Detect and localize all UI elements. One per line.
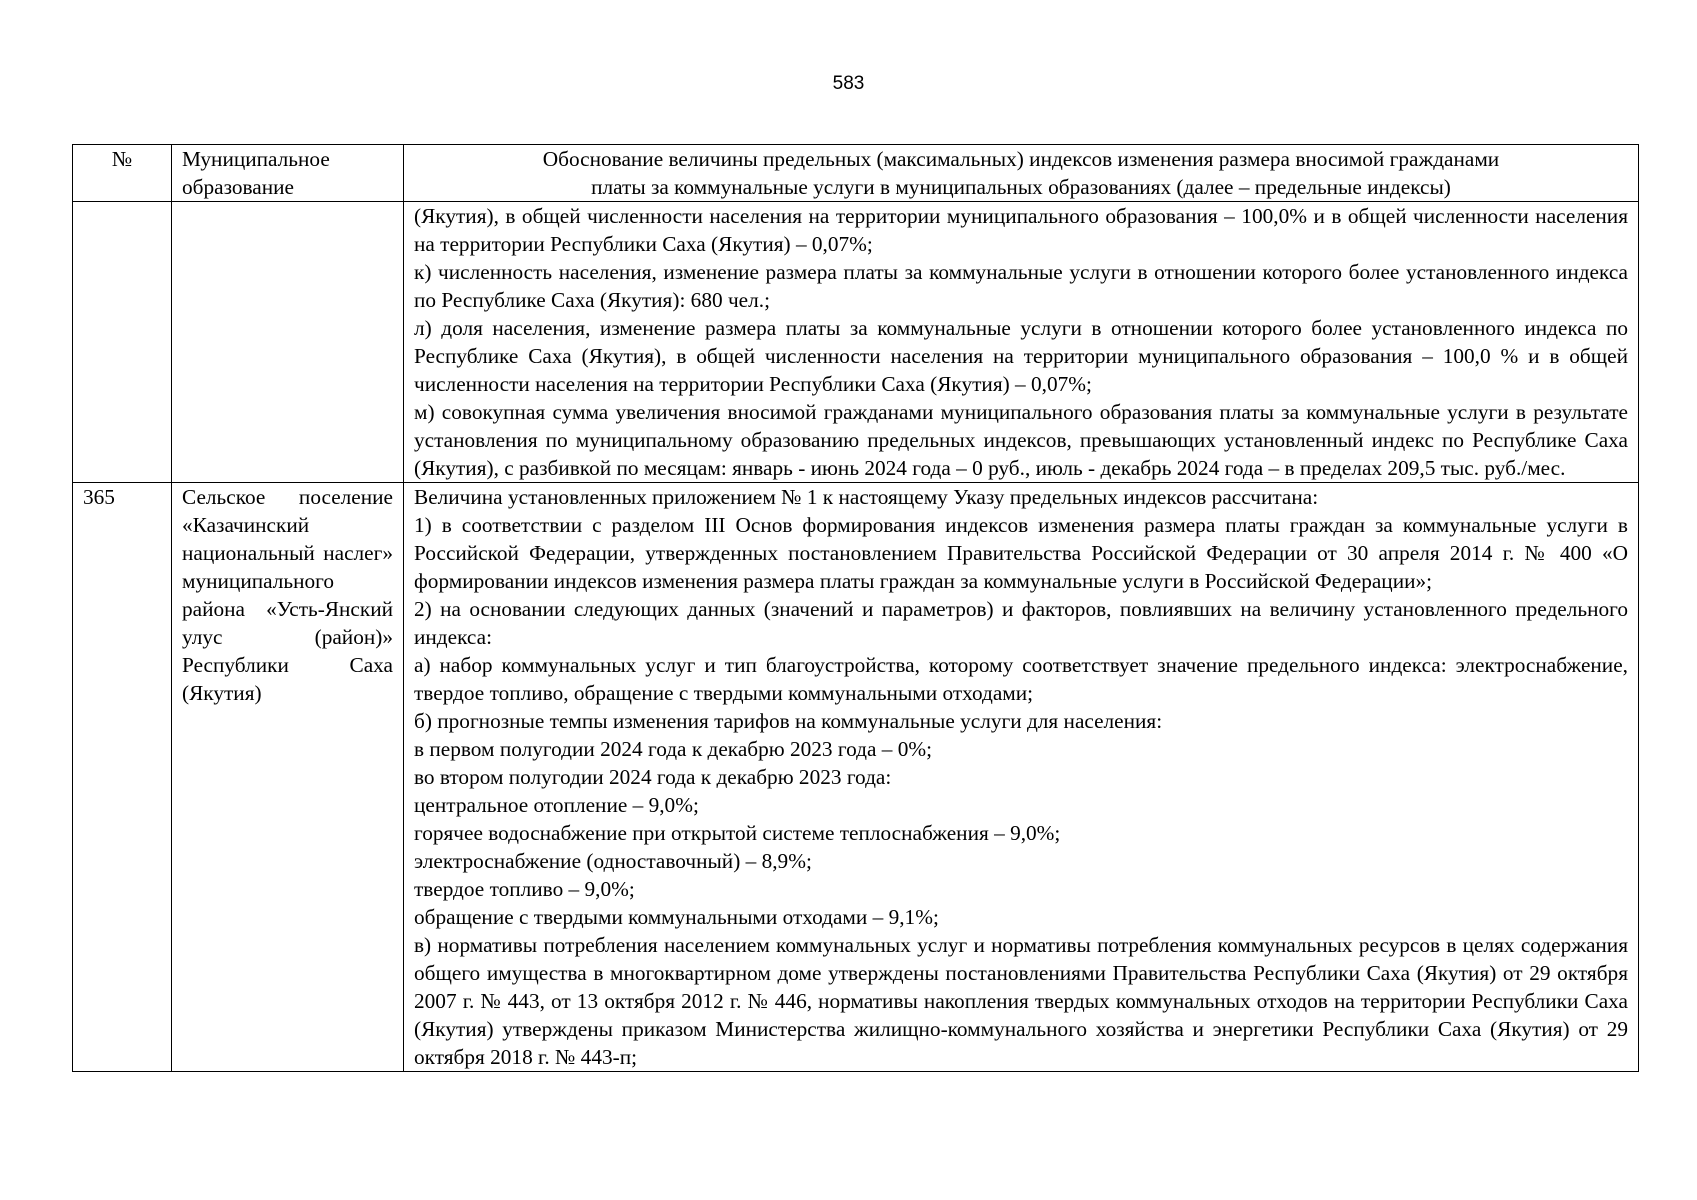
cell-municipality-empty xyxy=(172,202,404,483)
cell-justification-365 xyxy=(404,483,1639,1072)
paragraph-v: в) нормативы потребления населением коммунальных услуг и нормативы потребления коммунальных ресурсов в целях содержания общего имущества в многоквартирном доме утверждены постановлениями Правительства Республики Саха (Якутия) от 29 октября 2007 г. № 443, от 13 октября 2012 г. № 446, нормативы накопления твердых коммунальных отходов на территории Республики Саха (Якутия) утверждены приказом Министерства жилищно-коммунального хозяйства и энергетики Республики Саха (Якутия) от 29 октября 2018 г. № 443-п; xyxy=(414,933,1628,1069)
header-municipality: Муниципальное образование xyxy=(172,145,404,202)
paragraph-waste: обращение с твердыми коммунальными отходами – 9,1%; xyxy=(414,905,939,929)
paragraph-intro: Величина установленных приложением № 1 к настоящему Указу предельных индексов рассчитана: xyxy=(414,485,1319,509)
paragraph-m: м) совокупная сумма увеличения вносимой гражданами муниципального образования платы за коммунальные услуги в результате установления по муниципальному образованию предельных индексов, превышающих установленный индекс по Республике Саха (Якутия), с разбивкой по месяцам: январь - июнь 2024 года – 0 руб., июль - декабрь 2024 года – в пределах 209,5 тыс. руб./мес. xyxy=(414,400,1628,480)
paragraph-heating: центральное отопление – 9,0%; xyxy=(414,793,699,817)
indices-justification-table xyxy=(72,144,1639,1072)
table-row-continued xyxy=(73,202,1639,483)
paragraph-electricity: электроснабжение (одноставочный) – 8,9%; xyxy=(414,849,812,873)
header-number: № xyxy=(73,145,172,202)
header-justification-line-2: платы за коммунальные услуги в муниципальных образованиях (далее – предельные индексы) xyxy=(591,175,1451,199)
paragraph-share-population: (Якутия), в общей численности населения на территории муниципального образования – 100,0% и в общей численности населения на территории Республики Саха (Якутия) – 0,07%; xyxy=(414,204,1628,256)
cell-number-365: 365 xyxy=(73,483,172,1072)
cell-number-empty xyxy=(73,202,172,483)
paragraph-a: а) набор коммунальных услуг и тип благоустройства, которому соответствует значение предельного индекса: электроснабжение, твердое топливо, обращение с твердыми коммунальными отходами; xyxy=(414,653,1628,705)
paragraph-k: к) численность населения, изменение размера платы за коммунальные услуги в отношении которого более установленного индекса по Республике Саха (Якутия): 680 чел.; xyxy=(414,260,1628,312)
paragraph-l: л) доля населения, изменение размера платы за коммунальные услуги в отношении которого более установленного индекса по Республике Саха (Якутия), в общей численности населения на территории муниципального образования – 100,0 % и в общей численности населения на территории Республики Саха (Якутия) – 0,07%; xyxy=(414,316,1628,396)
paragraph-1: 1) в соответствии с разделом III Основ формирования индексов изменения размера платы граждан за коммунальные услуги в Российской Федерации, утвержденных постановлением Правительства Российской Федерации от 30 апреля 2014 г. № 400 «О формировании индексов изменения размера платы граждан за коммунальные услуги в Российской Федерации»; xyxy=(414,513,1628,593)
paragraph-hot-water: горячее водоснабжение при открытой системе теплоснабжения – 9,0%; xyxy=(414,821,1061,845)
paragraph-b: б) прогнозные темпы изменения тарифов на коммунальные услуги для населения: xyxy=(414,709,1163,733)
header-justification xyxy=(404,145,1639,202)
paragraph-2: 2) на основании следующих данных (значений и параметров) и факторов, повлиявших на величину установленного предельного индекса: xyxy=(414,597,1628,649)
paragraph-first-half: в первом полугодии 2024 года к декабрю 2023 года – 0%; xyxy=(414,737,933,761)
paragraph-solid-fuel: твердое топливо – 9,0%; xyxy=(414,877,635,901)
table-row-365 xyxy=(73,483,1639,1072)
header-justification-line-1: Обоснование величины предельных (максимальных) индексов изменения размера вносимой гражданами xyxy=(542,147,1500,171)
table-header-row xyxy=(73,145,1639,202)
page-number: 583 xyxy=(832,73,865,94)
paragraph-second-half: во втором полугодии 2024 года к декабрю 2023 года: xyxy=(414,765,892,789)
cell-justification-continued xyxy=(404,202,1639,483)
cell-municipality-365: Сельское поселение «Казачинский национальный наслег» муниципального района «Усть-Янский улус (район)» Республики Саха (Якутия) xyxy=(172,483,404,1072)
